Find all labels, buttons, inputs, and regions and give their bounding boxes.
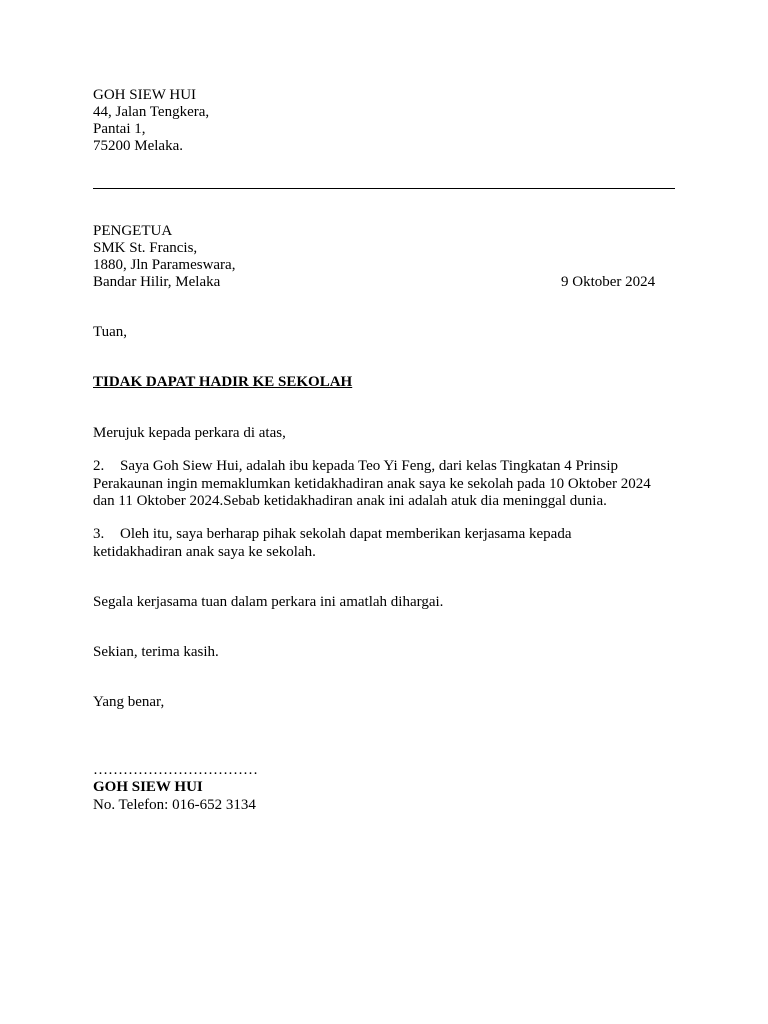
paragraph-text-line: Oleh itu, saya berharap pihak sekolah dapat memberikan kerjasama kepada bbox=[120, 526, 572, 542]
recipient-address-line: Bandar Hilir, Melaka bbox=[93, 274, 221, 290]
letter-date: 9 Oktober 2024 bbox=[561, 274, 656, 290]
thanks-line: Sekian, terima kasih. bbox=[93, 644, 219, 660]
recipient-address-line: SMK St. Francis, bbox=[93, 240, 198, 256]
paragraph-text-line: Perakaunan ingin memaklumkan ketidakhadiran anak saya ke sekolah pada 10 Oktober 2024 bbox=[93, 475, 651, 492]
appreciation-line: Segala kerjasama tuan dalam perkara ini amatlah dihargai. bbox=[93, 594, 444, 610]
signature-dotted-line: …………………………… bbox=[93, 762, 258, 778]
letter-subject: TIDAK DAPAT HADIR KE SEKOLAH bbox=[93, 374, 353, 390]
paragraph-2 bbox=[93, 458, 683, 511]
recipient-address-block bbox=[93, 223, 235, 291]
signatory-name: GOH SIEW HUI bbox=[93, 779, 203, 795]
closing-line: Yang benar, bbox=[93, 694, 165, 710]
paragraph-text-line: ketidakhadiran anak saya ke sekolah. bbox=[93, 543, 316, 560]
paragraph-number: 3. bbox=[93, 526, 105, 542]
recipient-address-line: 1880, Jln Parameswara, bbox=[93, 257, 236, 273]
sender-address-line: 44, Jalan Tengkera, bbox=[93, 104, 210, 120]
signature-block bbox=[93, 762, 258, 814]
sender-name: GOH SIEW HUI bbox=[93, 87, 197, 103]
paragraph-text-line: dan 11 Oktober 2024.Sebab ketidakhadiran anak ini adalah atuk dia meninggal dunia. bbox=[93, 493, 607, 509]
paragraph-number: 2. bbox=[93, 458, 105, 474]
sender-address-line: Pantai 1, bbox=[93, 121, 146, 137]
recipient-title: PENGETUA bbox=[93, 223, 173, 239]
signatory-phone: No. Telefon: 016-652 3134 bbox=[93, 797, 256, 813]
salutation: Tuan, bbox=[93, 324, 128, 340]
sender-address-block bbox=[93, 87, 209, 155]
paragraph-text-line: Saya Goh Siew Hui, adalah ibu kepada Teo Yi Feng, dari kelas Tingkatan 4 Prinsip bbox=[120, 458, 619, 474]
paragraph-3 bbox=[93, 526, 683, 561]
header-divider bbox=[93, 188, 675, 189]
intro-line: Merujuk kepada perkara di atas, bbox=[93, 425, 286, 441]
sender-address-line: 75200 Melaka. bbox=[93, 138, 183, 154]
